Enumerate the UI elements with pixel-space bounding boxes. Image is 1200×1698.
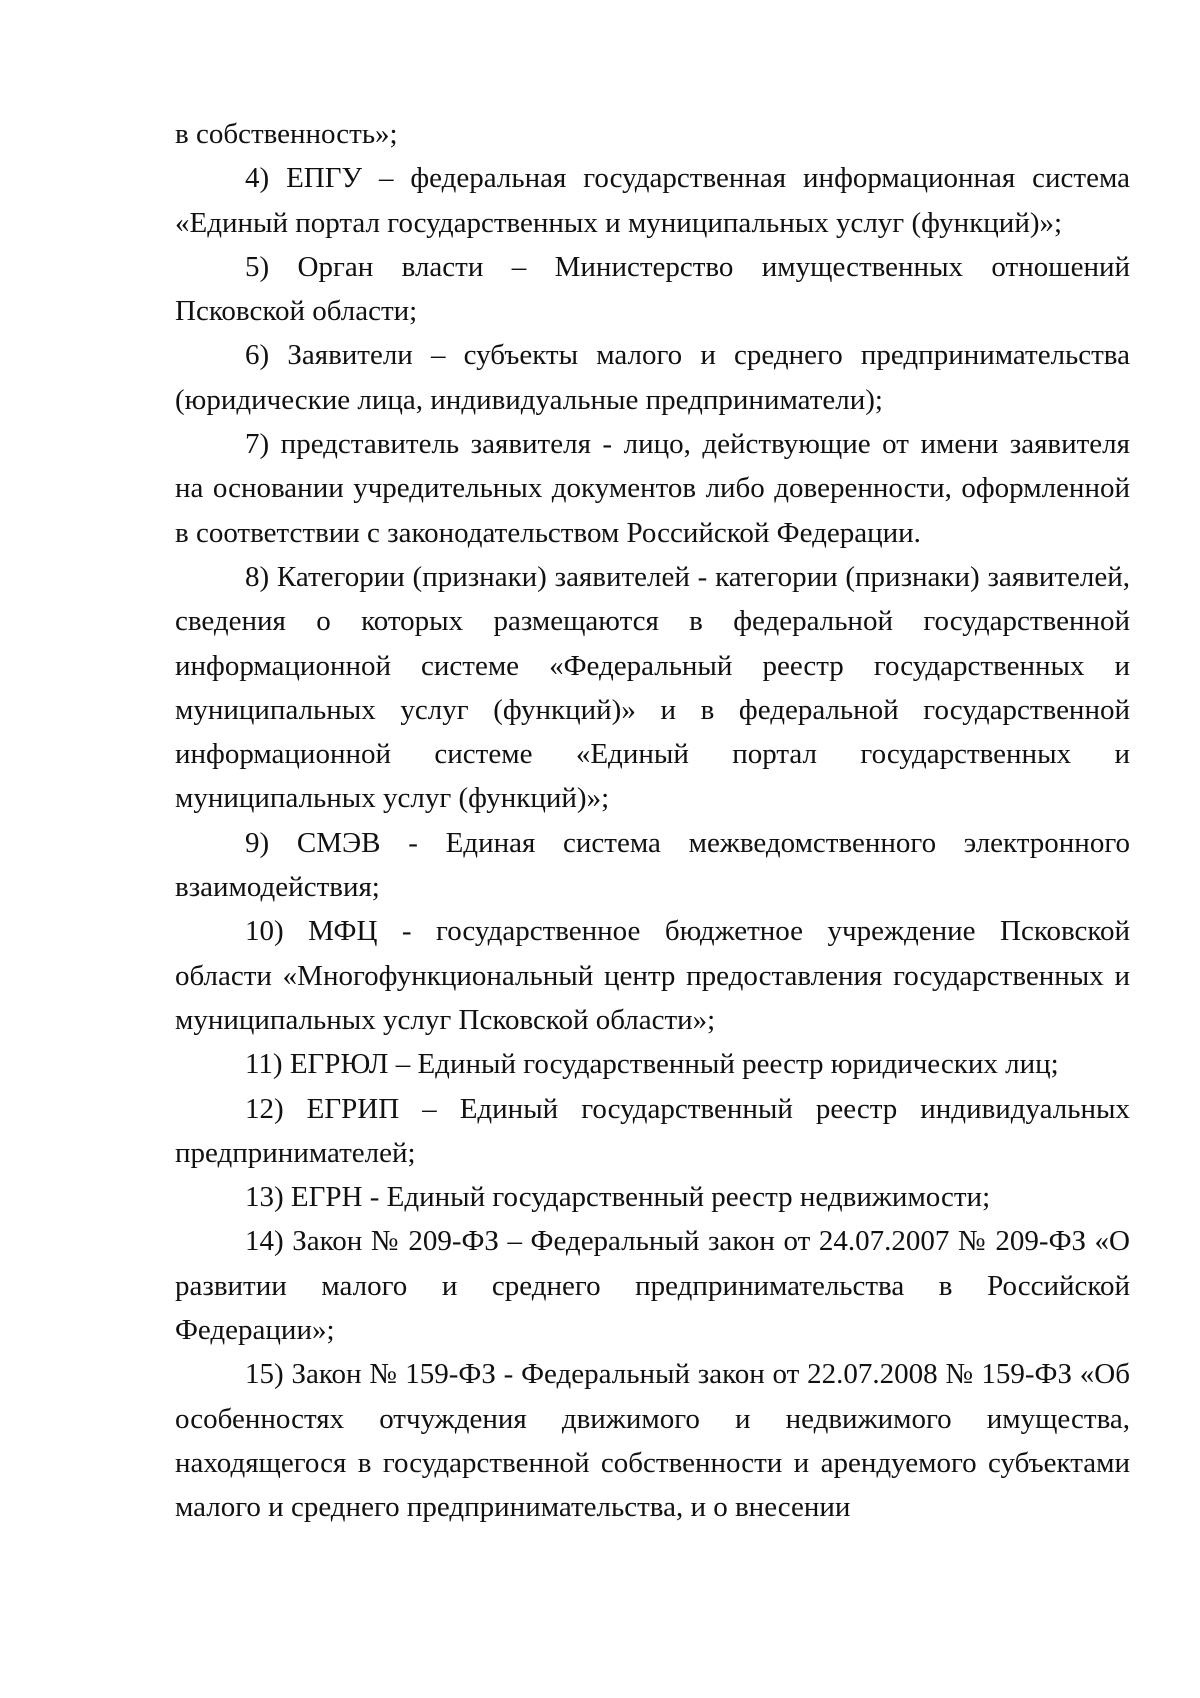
document-body — [175, 112, 1130, 1530]
paragraph-item-4-epgu: 4) ЕПГУ – федеральная государственная информационная система «Единый портал государственных и муниципальных услуг (функций)»; — [175, 162, 1130, 239]
paragraph-continuation: в собственность»; — [175, 118, 398, 150]
paragraph-item-6-zayaviteli: 6) Заявители – субъекты малого и среднего предпринимательства (юридические лица, индивидуальные предприниматели); — [175, 339, 1130, 416]
paragraph-item-14-zakon-209: 14) Закон № 209-ФЗ – Федеральный закон от 24.07.2007 № 209-ФЗ «О развитии малого и среднего предпринимательства в Российской Федерации»; — [175, 1225, 1130, 1347]
paragraph-item-13-egrn: 13) ЕГРН - Единый государственный реестр недвижимости; — [245, 1181, 991, 1214]
paragraph-item-10-mfc: 10) МФЦ - государственное бюджетное учреждение Псковской области «Многофункциональный центр предоставления государственных и муниципальных услуг Псковской области»; — [175, 915, 1130, 1036]
paragraph-item-11-egryul: 11) ЕГРЮЛ – Единый государственный реестр юридических лиц; — [245, 1048, 1059, 1081]
paragraph-item-8-kategorii: 8) Категории (признаки) заявителей - категории (признаки) заявителей, сведения о которых размещаются в федеральной государственной информационной системе «Федеральный реестр государственных и муниципальных услуг (функций)» и в федеральной государственной информационной системе «Единый портал государственных и муниципальных услуг (функций)»; — [175, 560, 1130, 815]
paragraph-item-15-zakon-159: 15) Закон № 159-ФЗ - Федеральный закон от 22.07.2008 № 159-ФЗ «Об особенностях отчуждения движимого и недвижимого имущества, находящегося в государственной собственности и арендуемого субъектами малого и среднего предпринимательства, и о внесении — [175, 1358, 1130, 1524]
paragraph-item-7-predstavitel: 7) представитель заявителя - лицо, действующие от имени заявителя на основании учредительных документов либо доверенности, оформленной в соответствии с законодательством Российской Федерации. — [175, 428, 1130, 549]
paragraph-item-5-organ-vlasti: 5) Орган власти – Министерство имущественных отношений Псковской области; — [175, 250, 1130, 328]
paragraph-item-9-smev: 9) СМЭВ - Единая система межведомственного электронного взаимодействия; — [175, 826, 1130, 904]
paragraph-item-12-egrip: 12) ЕГРИП – Единый государственный реестр индивидуальных предпринимателей; — [175, 1092, 1130, 1169]
